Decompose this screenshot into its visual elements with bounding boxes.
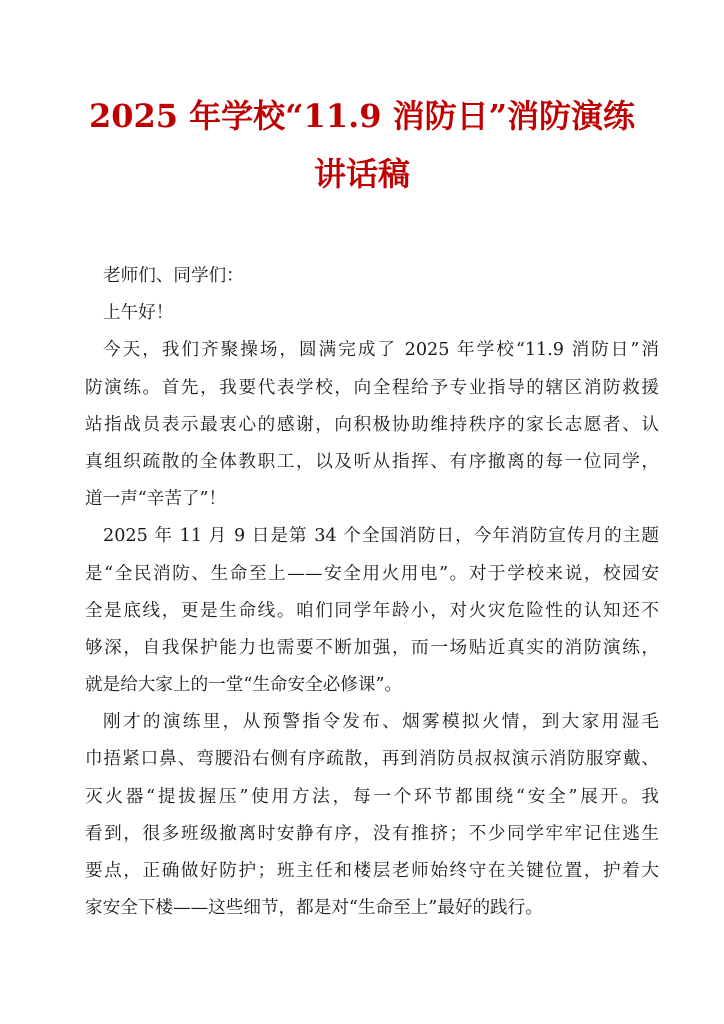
paragraph-2-line: 2025 年 11 月 9 日是第 34 个全国消防日，今年消防宣传月的主题 <box>103 526 659 547</box>
paragraph-3-line: 刚才的演练里，从预警指令发布、烟雾模拟火情，到大家用湿毛 <box>103 712 659 733</box>
paragraph-1-line: 防演练。首先，我要代表学校，向全程给予专业指导的辖区消防救援 <box>85 377 659 398</box>
paragraph-3-line: 要点，正确做好防护；班主任和楼层老师始终守在关键位置，护着大 <box>85 861 659 881</box>
paragraph-1-line: 今天，我们齐聚操场，圆满完成了 2025 年学校“11.9 消防日”消 <box>103 340 659 361</box>
paragraph-2-line: 是“全民消防、生命至上——安全用火用电”。对于学校来说，校园安 <box>85 563 659 584</box>
document-title-line-2: 讲话稿 <box>313 155 410 193</box>
paragraph-3-line: 巾捂紧口鼻、弯腰沿右侧有序疏散，再到消防员叔叔演示消防服穿戴、 <box>85 749 659 770</box>
paragraph-3-line: 灭火器“提拔握压”使用方法，每一个环节都围绕“安全”展开。我 <box>85 786 659 807</box>
paragraph-1-line: 真组织疏散的全体教职工，以及听从指挥、有序撤离的每一位同学， <box>85 451 659 472</box>
paragraph-3-line: 看到，很多班级撤离时安静有序，没有推挤；不少同学牢牢记住逃生 <box>85 823 659 844</box>
paragraph-2-line: 够深，自我保护能力也需要不断加强，而一场贴近真实的消防演练， <box>85 637 659 658</box>
salutation: 老师们、同学们： <box>103 266 244 286</box>
paragraph-1-line: 道一声“辛苦了”！ <box>85 489 227 510</box>
paragraph-3-line: 家安全下楼——这些细节，都是对“生命至上”最好的践行。 <box>85 898 543 919</box>
greeting: 上午好！ <box>103 303 174 324</box>
document-body <box>85 258 659 927</box>
paragraph-2-line: 就是给大家上的一堂“生命安全必修课”。 <box>85 675 403 696</box>
paragraph-2-line: 全是底线，更是生命线。咱们同学年龄小，对火灾危险性的认知还不 <box>85 600 659 621</box>
document-title-line-1: 2025 年学校“11.9 消防日”消防演练 <box>88 97 636 135</box>
paragraph-1-line: 站指战员表示最衷心的感谢，向积极协助维持秩序的家长志愿者、认 <box>85 414 659 435</box>
